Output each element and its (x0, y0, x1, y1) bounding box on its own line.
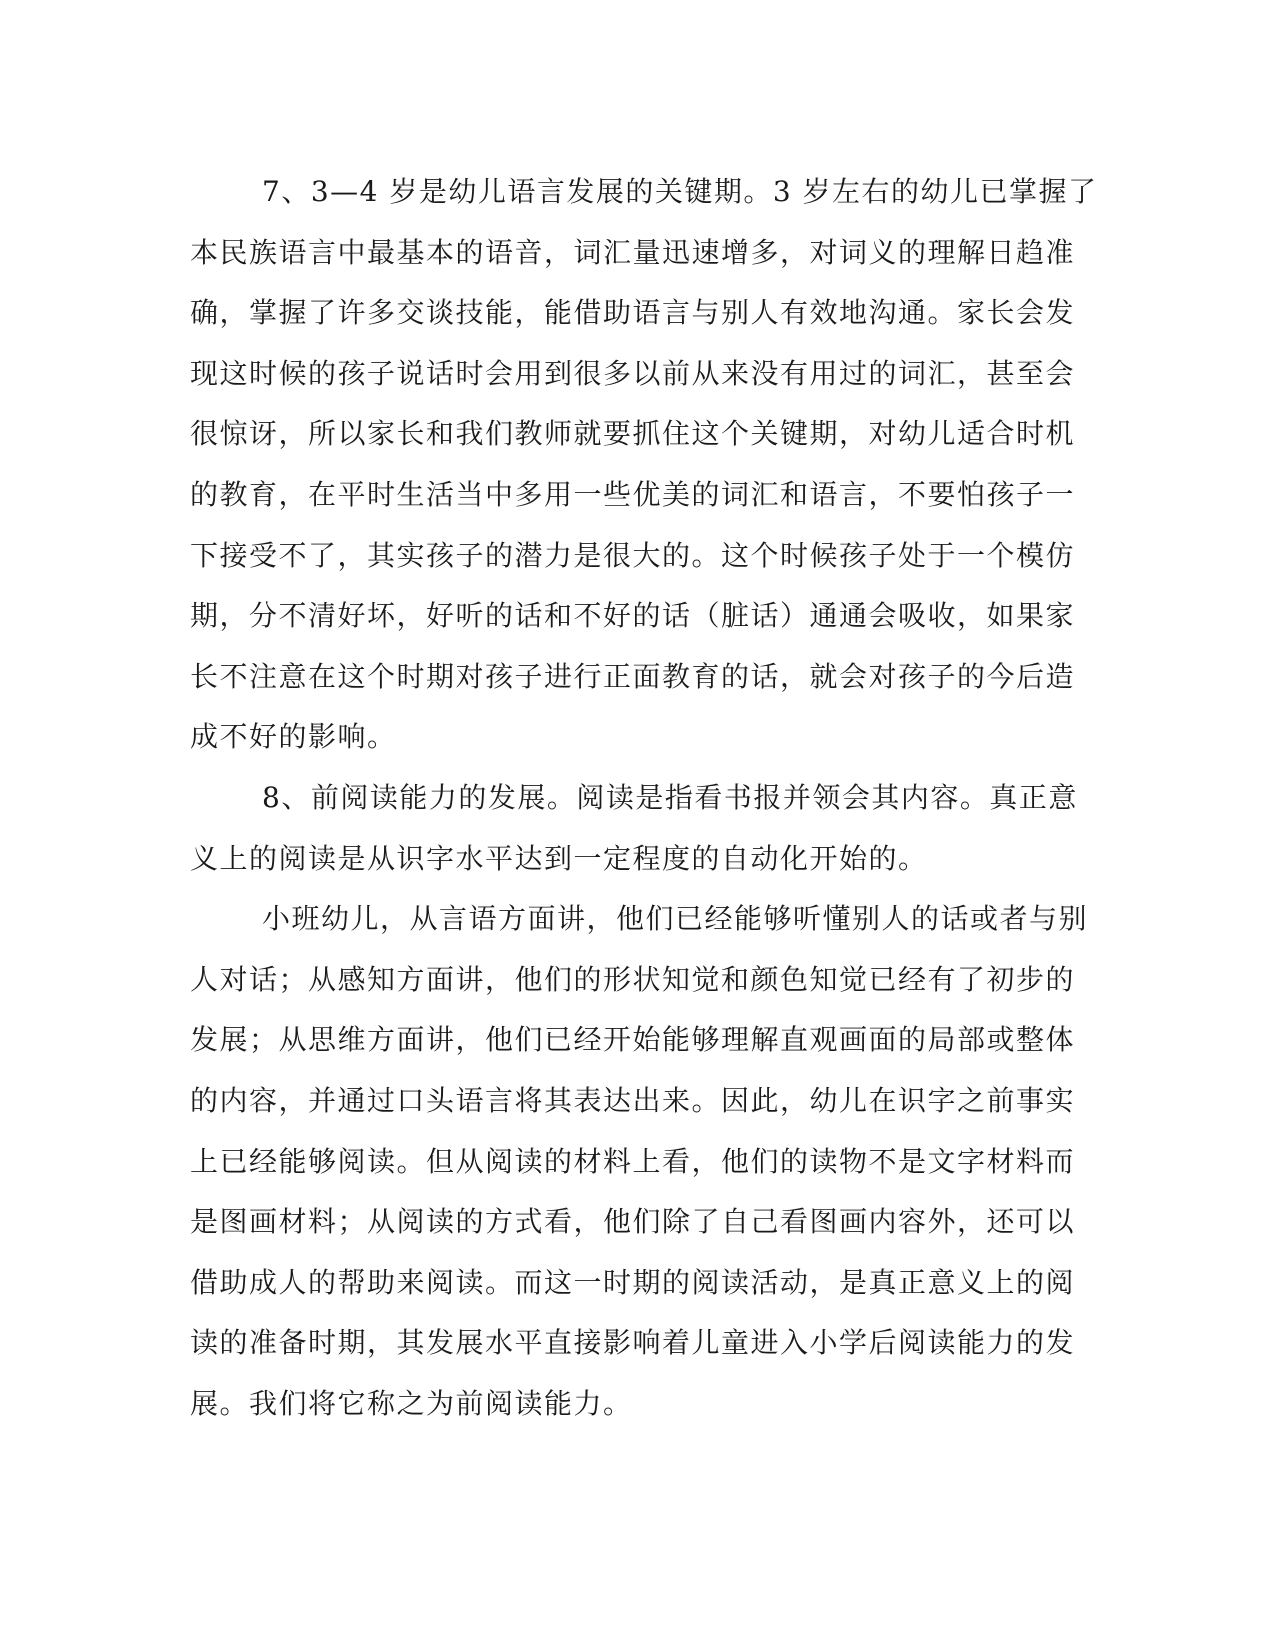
paragraph-small-class-children (190, 889, 1089, 1434)
paragraph-line: 期，分不清好坏，好听的话和不好的话（脏话）通通会吸收，如果家 (190, 599, 1076, 633)
document-body (190, 162, 1098, 1434)
paragraph-line: 本民族语言中最基本的语音，词汇量迅速增多，对词义的理解日趋准 (190, 235, 1076, 269)
paragraph-line: 8、前阅读能力的发展。阅读是指看书报并领会其内容。真正意 (262, 780, 1078, 814)
paragraph-line: 读的准备时期，其发展水平直接影响着儿童进入小学后阅读能力的发 (190, 1326, 1076, 1360)
paragraph-line: 很惊讶，所以家长和我们教师就要抓住这个关键期，对幼儿适合时机 (190, 417, 1076, 451)
paragraph-line: 上已经能够阅读。但从阅读的材料上看，他们的读物不是文字材料而 (190, 1144, 1076, 1178)
paragraph-line: 确，掌握了许多交谈技能，能借助语言与别人有效地沟通。家长会发 (190, 296, 1076, 330)
paragraph-line: 的教育，在平时生活当中多用一些优美的词汇和语言，不要怕孩子一 (190, 477, 1076, 511)
paragraph-line: 人对话；从感知方面讲，他们的形状知觉和颜色知觉已经有了初步的 (190, 962, 1076, 996)
paragraph-line: 下接受不了，其实孩子的潜力是很大的。这个时候孩子处于一个模仿 (190, 538, 1076, 572)
paragraph-line: 借助成人的帮助来阅读。而这一时期的阅读活动，是真正意义上的阅 (190, 1265, 1076, 1299)
paragraph-line: 展。我们将它称之为前阅读能力。 (190, 1386, 633, 1420)
paragraph-8-pre-reading-ability (190, 768, 1078, 889)
paragraph-line: 是图画材料；从阅读的方式看，他们除了自己看图画内容外，还可以 (190, 1205, 1076, 1239)
paragraph-line: 成不好的影响。 (190, 720, 397, 754)
paragraph-line: 7、3—4 岁是幼儿语言发展的关键期。3 岁左右的幼儿已掌握了 (262, 175, 1098, 208)
paragraph-line: 现这时候的孩子说话时会用到很多以前从来没有用过的词汇，甚至会 (190, 356, 1076, 390)
paragraph-line: 长不注意在这个时期对孩子进行正面教育的话，就会对孩子的今后造 (190, 659, 1076, 693)
paragraph-7-language-critical-period (190, 162, 1098, 768)
paragraph-line: 小班幼儿，从言语方面讲，他们已经能够听懂别人的话或者与别 (262, 902, 1089, 936)
paragraph-line: 发展；从思维方面讲，他们已经开始能够理解直观画面的局部或整体 (190, 1023, 1076, 1057)
paragraph-line: 义上的阅读是从识字水平达到一定程度的自动化开始的。 (190, 841, 928, 875)
paragraph-line: 的内容，并通过口头语言将其表达出来。因此，幼儿在识字之前事实 (190, 1083, 1076, 1117)
